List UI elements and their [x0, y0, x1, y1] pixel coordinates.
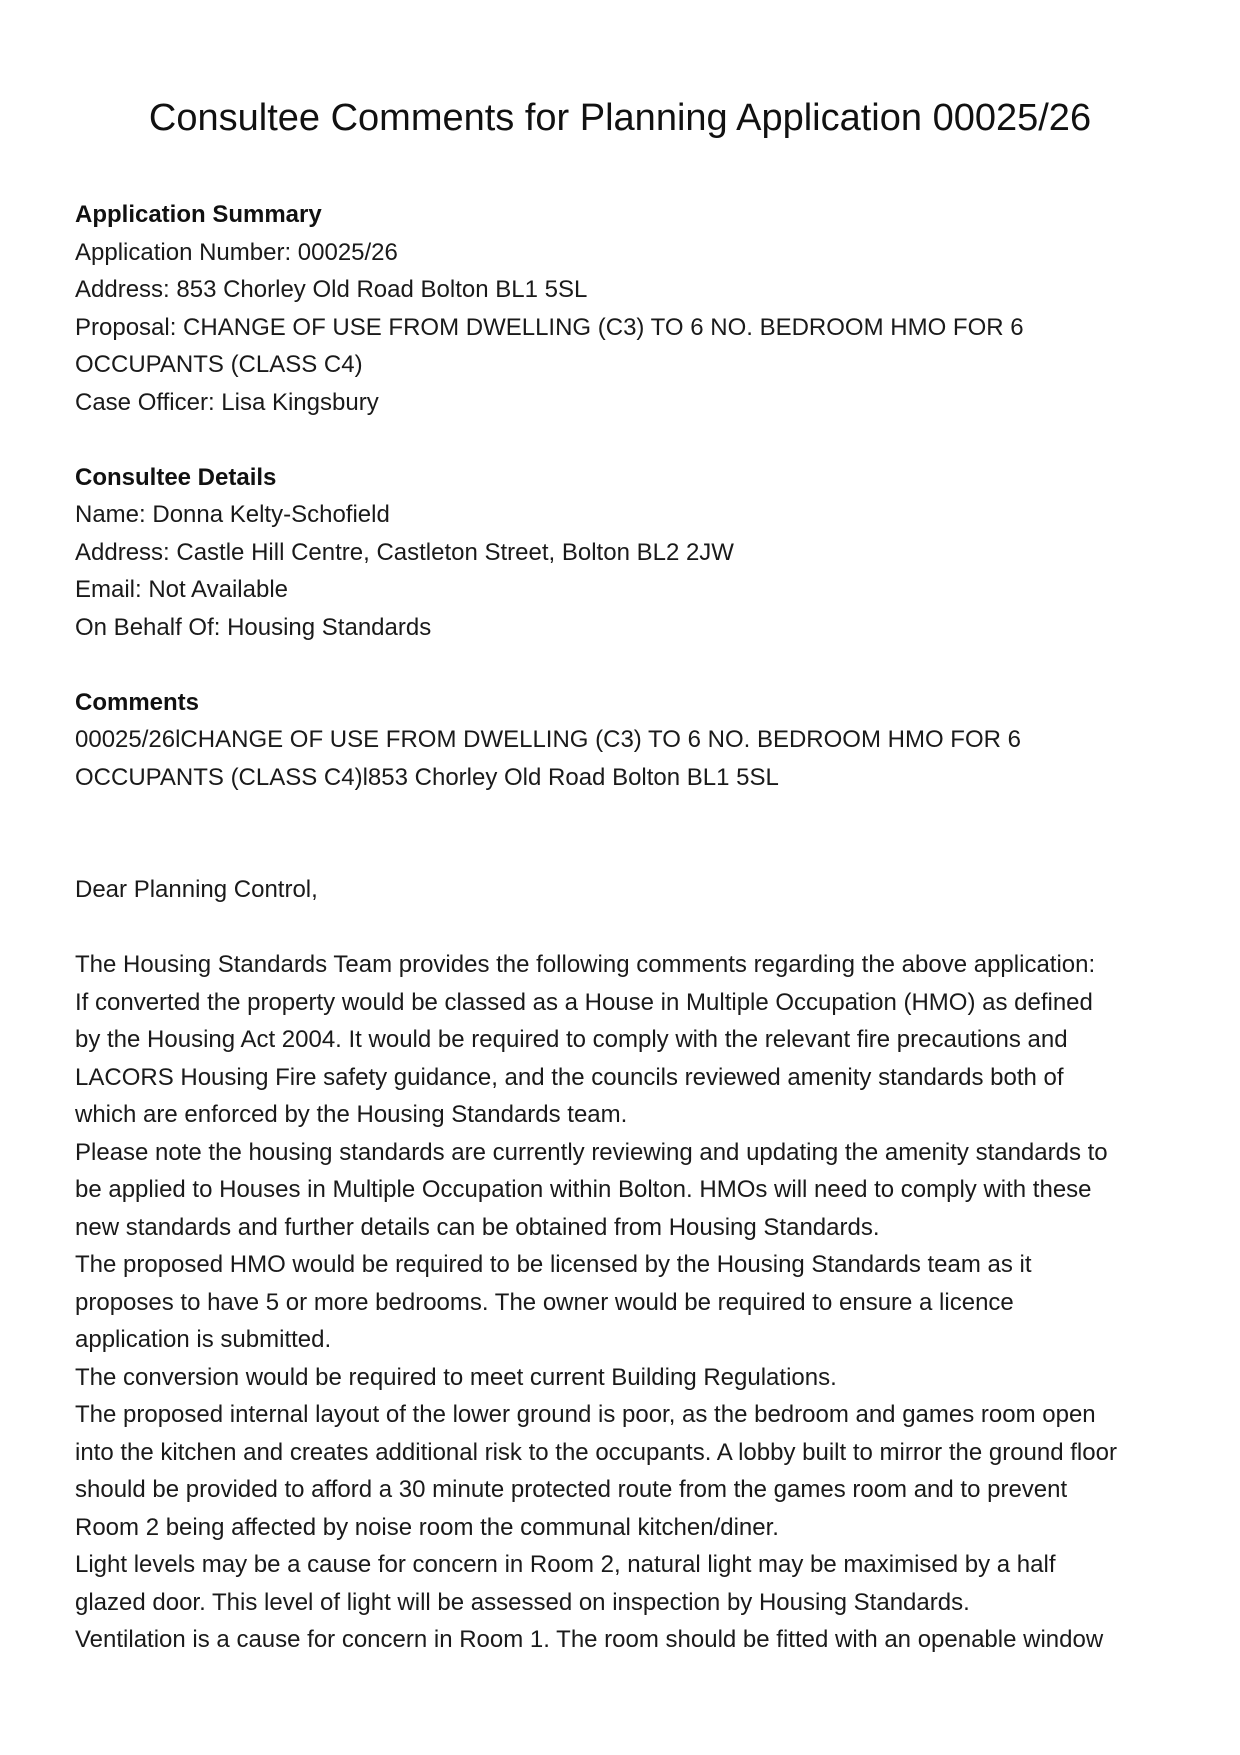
body-line: be applied to Houses in Multiple Occupation within Bolton. HMOs will need to comply with these: [75, 1176, 1092, 1203]
consultee-name-line: Name: Donna Kelty-Schofield: [75, 501, 390, 528]
document-content: [75, 196, 1185, 1659]
case-officer-line: Case Officer: Lisa Kingsbury: [75, 388, 379, 416]
proposal-line-continued: OCCUPANTS (CLASS C4): [75, 351, 363, 378]
consultee-details-section: [75, 459, 1185, 647]
comments-heading: Comments: [75, 688, 200, 716]
body-line: Room 2 being affected by noise room the communal kitchen/diner.: [75, 1513, 779, 1541]
comments-reference-line: 00025/26lCHANGE OF USE FROM DWELLING (C3) TO 6 NO. BEDROOM HMO FOR 6: [75, 726, 1021, 753]
body-line: The conversion would be required to meet current Building Regulations.: [75, 1363, 837, 1391]
consultee-email-line: Email: Not Available: [75, 576, 288, 603]
application-summary-heading: Application Summary: [75, 201, 322, 228]
body-line: new standards and further details can be obtained from Housing Standards.: [75, 1213, 880, 1241]
body-line: should be provided to afford a 30 minute protected route from the games room and to prevent: [75, 1476, 1068, 1503]
body-line: application is submitted.: [75, 1326, 332, 1353]
body-line: LACORS Housing Fire safety guidance, and the councils reviewed amenity standards both of: [75, 1063, 1064, 1091]
body-line: into the kitchen and creates additional risk to the occupants. A lobby built to mirror the ground floor: [75, 1438, 1117, 1466]
body-line: Please note the housing standards are currently reviewing and updating the amenity standards to: [75, 1138, 1108, 1166]
consultee-address-line: Address: Castle Hill Centre, Castleton Street, Bolton BL2 2JW: [75, 538, 734, 566]
body-line: If converted the property would be classed as a House in Multiple Occupation (HMO) as defined: [75, 988, 1093, 1016]
body-line: Light levels may be a cause for concern in Room 2, natural light may be maximised by a half: [75, 1551, 1056, 1578]
body-line: The proposed HMO would be required to be licensed by the Housing Standards team as it: [75, 1251, 1032, 1278]
body-line: by the Housing Act 2004. It would be required to comply with the relevant fire precautions and: [75, 1026, 1068, 1053]
body-line: The Housing Standards Team provides the following comments regarding the above application:: [75, 951, 1096, 978]
application-summary-section: [75, 196, 1185, 421]
consultee-details-heading: Consultee Details: [75, 463, 277, 491]
address-line: Address: 853 Chorley Old Road Bolton BL1 5SL: [75, 276, 588, 303]
consultee-on-behalf-line: On Behalf Of: Housing Standards: [75, 613, 432, 641]
body-line: which are enforced by the Housing Standards team.: [75, 1101, 628, 1128]
body-line: glazed door. This level of light will be assessed on inspection by Housing Standards.: [75, 1588, 970, 1616]
body-line: proposes to have 5 or more bedrooms. The owner would be required to ensure a licence: [75, 1288, 1014, 1316]
comments-reference-line-continued: OCCUPANTS (CLASS C4)l853 Chorley Old Road Bolton BL1 5SL: [75, 763, 779, 791]
body-line: The proposed internal layout of the lower ground is poor, as the bedroom and games room open: [75, 1401, 1096, 1428]
proposal-line: Proposal: CHANGE OF USE FROM DWELLING (C3) TO 6 NO. BEDROOM HMO FOR 6: [75, 313, 1024, 341]
comments-body: [75, 946, 1185, 1659]
salutation: Dear Planning Control,: [75, 876, 318, 903]
page-title: Consultee Comments for Planning Application 00025/26: [148, 97, 1092, 139]
body-line: Ventilation is a cause for concern in Room 1. The room should be fitted with an openable window: [75, 1626, 1104, 1653]
application-number-line: Application Number: 00025/26: [75, 238, 398, 266]
comments-section: [75, 684, 1185, 797]
